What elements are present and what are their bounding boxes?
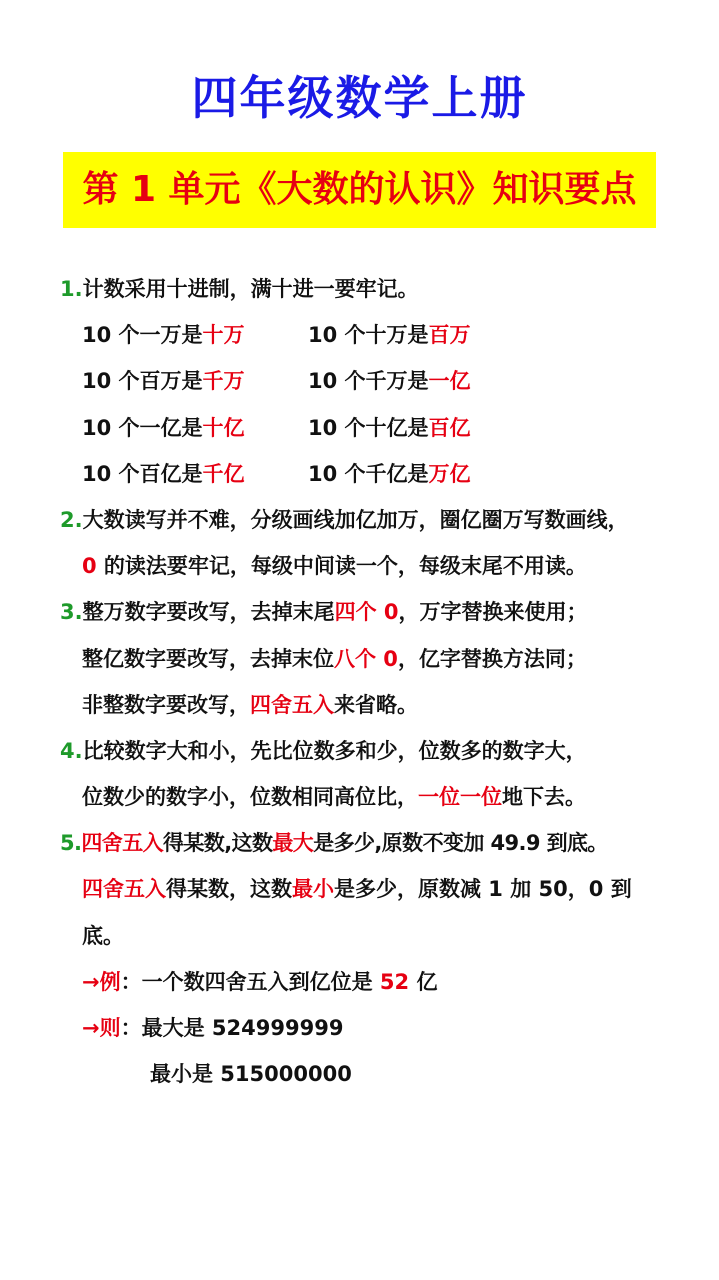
section-1-row xyxy=(60,405,700,451)
section-3-line: 3.整万数字要改写，去掉末尾四个 0，万字替换来使用； xyxy=(60,600,588,625)
arrow-icon: →例 xyxy=(82,969,121,994)
section-1-row xyxy=(60,451,700,497)
section-number: 4. xyxy=(60,738,83,763)
section-1-row xyxy=(60,358,700,404)
page-subtitle: 第 1 单元《大数的认识》知识要点 xyxy=(82,169,637,210)
section-4-line: 位数少的数字小，位数相同高位比，一位一位地下去。 xyxy=(82,785,586,810)
section-1-row xyxy=(60,312,700,358)
section-2-line: 2.大数读写并不难，分级画线加亿加万，圈亿圈万写数画线， xyxy=(60,507,629,532)
section-number: 1. xyxy=(60,277,83,301)
section-2-line: 0 的读法要牢记，每级中间读一个，每级末尾不用读。 xyxy=(82,554,587,579)
fact-cell: 10 个一万是十万 xyxy=(82,323,245,348)
section-text: 计数采用十进制，满十进一要牢记。 xyxy=(82,277,419,301)
section-3-line: 整亿数字要改写，去掉末位八个 0，亿字替换方法同； xyxy=(82,646,587,671)
example-line: →例：一个数四舍五入到亿位是 52 亿 xyxy=(82,969,438,994)
fact-cell: 10 个百万是千万 xyxy=(82,369,245,394)
page-title: 四年级数学上册 xyxy=(191,71,528,125)
section-number: 3. xyxy=(60,600,83,625)
result-line: 最小是 515000000 xyxy=(150,1062,352,1087)
result-line: →则：最大是 524999999 xyxy=(82,1016,344,1040)
section-number: 5. xyxy=(60,831,82,856)
section-4-line: 4.比较数字大和小，先比位数多和少，位数多的数字大， xyxy=(60,738,587,763)
section-number: 2. xyxy=(60,507,83,532)
fact-cell: 10 个十亿是百亿 xyxy=(308,415,471,440)
section-5-line: 底。 xyxy=(82,923,124,948)
section-3-line: 非整数字要改写，四舍五入来省略。 xyxy=(82,692,418,717)
fact-cell: 10 个十万是百万 xyxy=(308,323,471,348)
fact-cell: 10 个一亿是十亿 xyxy=(82,415,245,440)
knowledge-points xyxy=(60,266,700,1097)
section-5-line: 四舍五入得某数，这数最小是多少，原数减 1 加 50，0 到 xyxy=(82,877,632,902)
arrow-icon: →则 xyxy=(82,1016,121,1040)
section-5-line: 5.四舍五入得某数,这数最大是多少,原数不变加 49.9 到底。 xyxy=(60,831,608,856)
section-1-intro xyxy=(60,266,700,312)
fact-cell: 10 个千万是一亿 xyxy=(308,369,471,394)
fact-cell: 10 个百亿是千亿 xyxy=(82,461,245,486)
fact-cell: 10 个千亿是万亿 xyxy=(308,461,471,486)
